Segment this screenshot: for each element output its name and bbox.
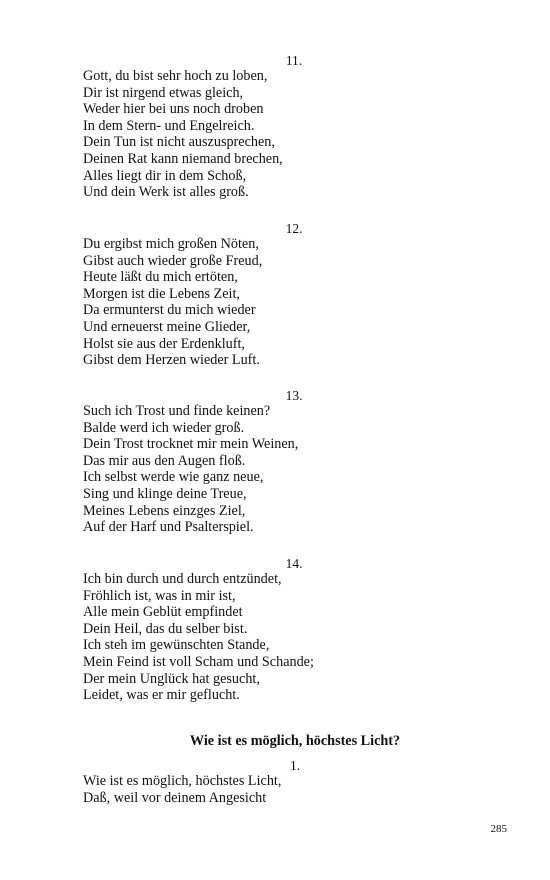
stanza-14	[83, 571, 413, 704]
verse-line: Weder hier bei uns noch droben	[83, 101, 264, 118]
verse-line: Ich steh im gewünschten Stande,	[83, 637, 270, 654]
verse-line: Gott, du bist sehr hoch zu loben,	[83, 68, 268, 84]
verse-line: Holst sie aus der Erdenkluft,	[83, 335, 245, 352]
verse-line: Und erneuerst meine Glieder,	[83, 318, 251, 335]
verse-line: Fröhlich ist, was in mir ist,	[83, 587, 236, 604]
verse-line: Der mein Unglück hat gesucht,	[83, 670, 260, 687]
verse-line: Dein Trost trocknet mir mein Weinen,	[83, 436, 299, 453]
verse-line: Ich bin durch und durch entzündet,	[83, 571, 282, 587]
verse-line: Sing und klinge deine Treue,	[83, 485, 247, 502]
verse-line: Daß, weil vor deinem Angesicht	[83, 789, 267, 806]
hymn-stanza-1	[83, 773, 413, 806]
stanza-13	[83, 403, 413, 536]
verse-line: Auf der Harf und Psalterspiel.	[83, 519, 254, 536]
verse-line: Alle mein Geblüt empfindet	[83, 604, 243, 621]
verse-line: Such ich Trost und finde keinen?	[83, 403, 271, 419]
hymn-title: Wie ist es möglich, höchstes Licht?	[189, 733, 401, 749]
verse-line: Dein Tun ist nicht auszusprechen,	[83, 134, 275, 151]
verse-line: Gibst auch wieder große Freud,	[83, 252, 263, 269]
verse-line: Balde werd ich wieder groß.	[83, 419, 245, 436]
hymn-stanza-number: 1.	[289, 758, 301, 773]
stanza-number-11: 11.	[285, 53, 303, 68]
verse-line: Deinen Rat kann niemand brechen,	[83, 150, 283, 167]
verse-line: Wie ist es möglich, höchstes Licht,	[83, 773, 282, 789]
verse-line: Das mir aus den Augen floß.	[83, 452, 246, 469]
verse-line: Dir ist nirgend etwas gleich,	[83, 84, 244, 101]
verse-line: Morgen ist die Lebens Zeit,	[83, 285, 240, 302]
verse-line: Ich selbst werde wie ganz neue,	[83, 469, 264, 486]
stanza-number-14: 14.	[285, 556, 303, 571]
verse-line: Gibst dem Herzen wieder Luft.	[83, 352, 260, 369]
verse-line: Alles liegt dir in dem Schoß,	[83, 167, 247, 184]
stanza-11	[83, 68, 413, 201]
verse-line: Dein Heil, das du selber bist.	[83, 620, 248, 637]
verse-line: Mein Feind ist voll Scham und Schande;	[83, 653, 314, 670]
verse-line: Heute läßt du mich ertöten,	[83, 269, 238, 286]
verse-line: In dem Stern- und Engelreich.	[83, 117, 255, 134]
verse-line: Da ermunterst du mich wieder	[83, 302, 256, 319]
stanza-number-13: 13.	[285, 388, 303, 403]
verse-line: Du ergibst mich großen Nöten,	[83, 236, 259, 252]
stanza-12	[83, 236, 413, 369]
verse-line: Leidet, was er mir geflucht.	[83, 687, 240, 704]
stanza-number-12: 12.	[285, 221, 303, 236]
verse-line: Meines Lebens einzges Ziel,	[83, 502, 246, 519]
page-number: 285	[490, 823, 507, 835]
verse-line: Und dein Werk ist alles groß.	[83, 184, 249, 201]
